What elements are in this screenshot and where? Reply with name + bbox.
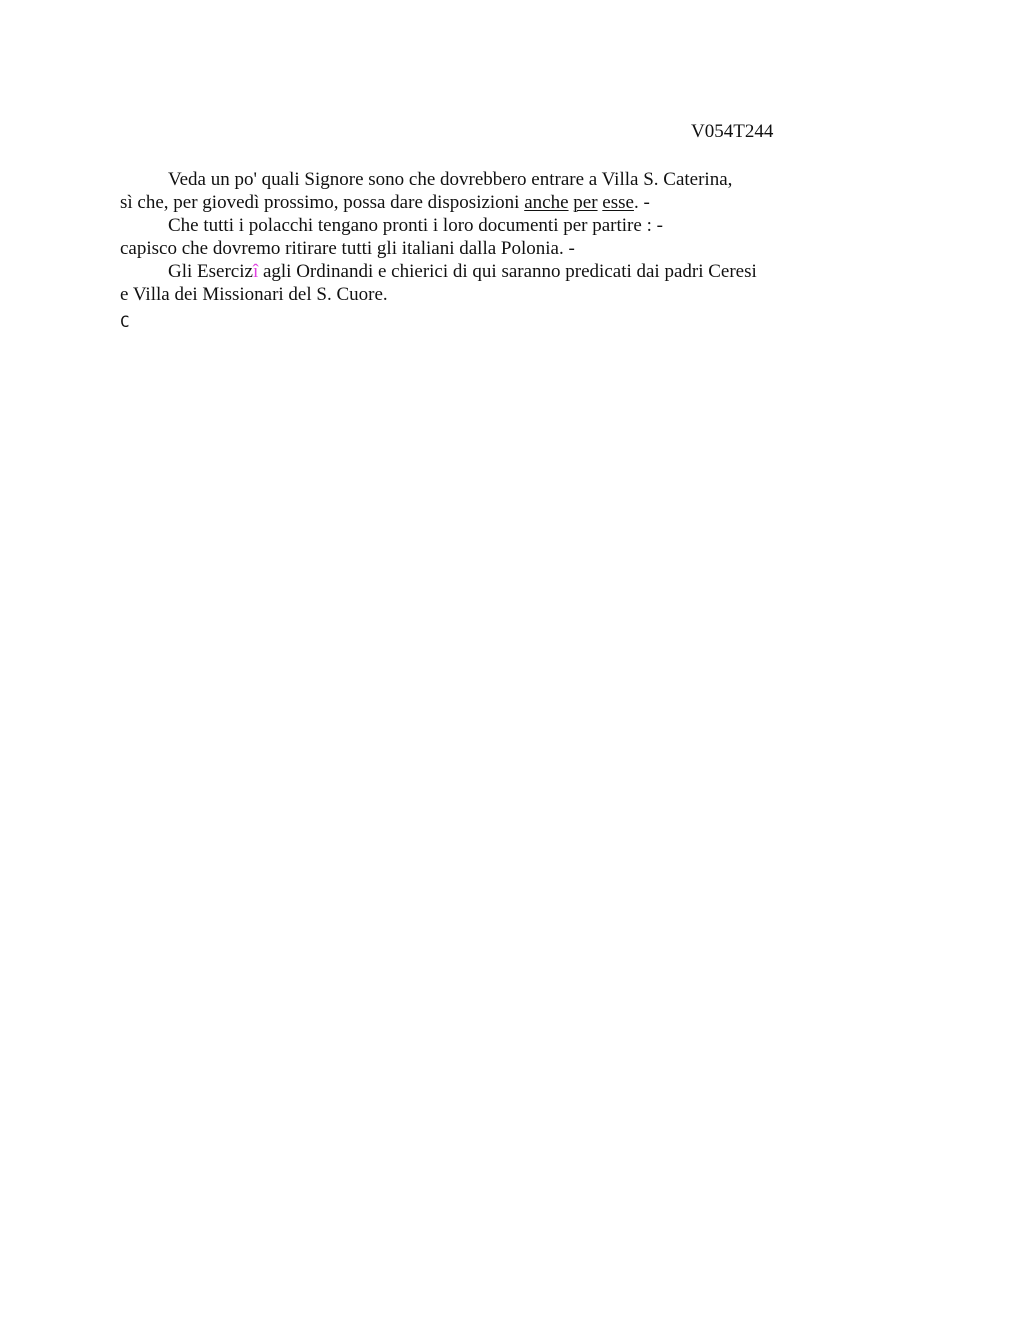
highlighted-accent-mark: î <box>252 261 259 282</box>
paragraph-1-line-2 <box>120 191 820 214</box>
paragraph-2-line-1: Che tutti i polacchi tengano pronti i loro documenti per partire : - <box>168 215 663 236</box>
paragraph-2-line-2: capisco che dovremo ritirare tutti gli italiani dalla Polonia. - <box>120 238 575 259</box>
underlined-word-per: per <box>573 192 598 213</box>
trailing-character: C <box>120 312 130 331</box>
paragraph-3-line-1 <box>120 260 820 283</box>
paragraph-3-line-1-end: agli Ordinandi e chierici di qui saranno predicati dai padri Ceresi <box>258 261 757 282</box>
paragraph-3-line-1-start: Gli Eserciz <box>168 261 253 282</box>
paragraph-3-line-2: e Villa dei Missionari del S. Cuore. <box>120 284 388 305</box>
paragraph-1-line-1: Veda un po' quali Signore sono che dovrebbero entrare a Villa S. Caterina, <box>168 169 733 190</box>
document-body <box>120 168 820 306</box>
paragraph-1-line-2-text: sì che, per giovedì prossimo, possa dare disposizioni <box>120 192 525 213</box>
document-id-label: V054T244 <box>691 121 774 142</box>
underlined-word-anche: anche <box>524 192 569 213</box>
underlined-word-esse: esse <box>602 192 634 213</box>
paragraph-1-line-2-end: . - <box>633 192 650 213</box>
